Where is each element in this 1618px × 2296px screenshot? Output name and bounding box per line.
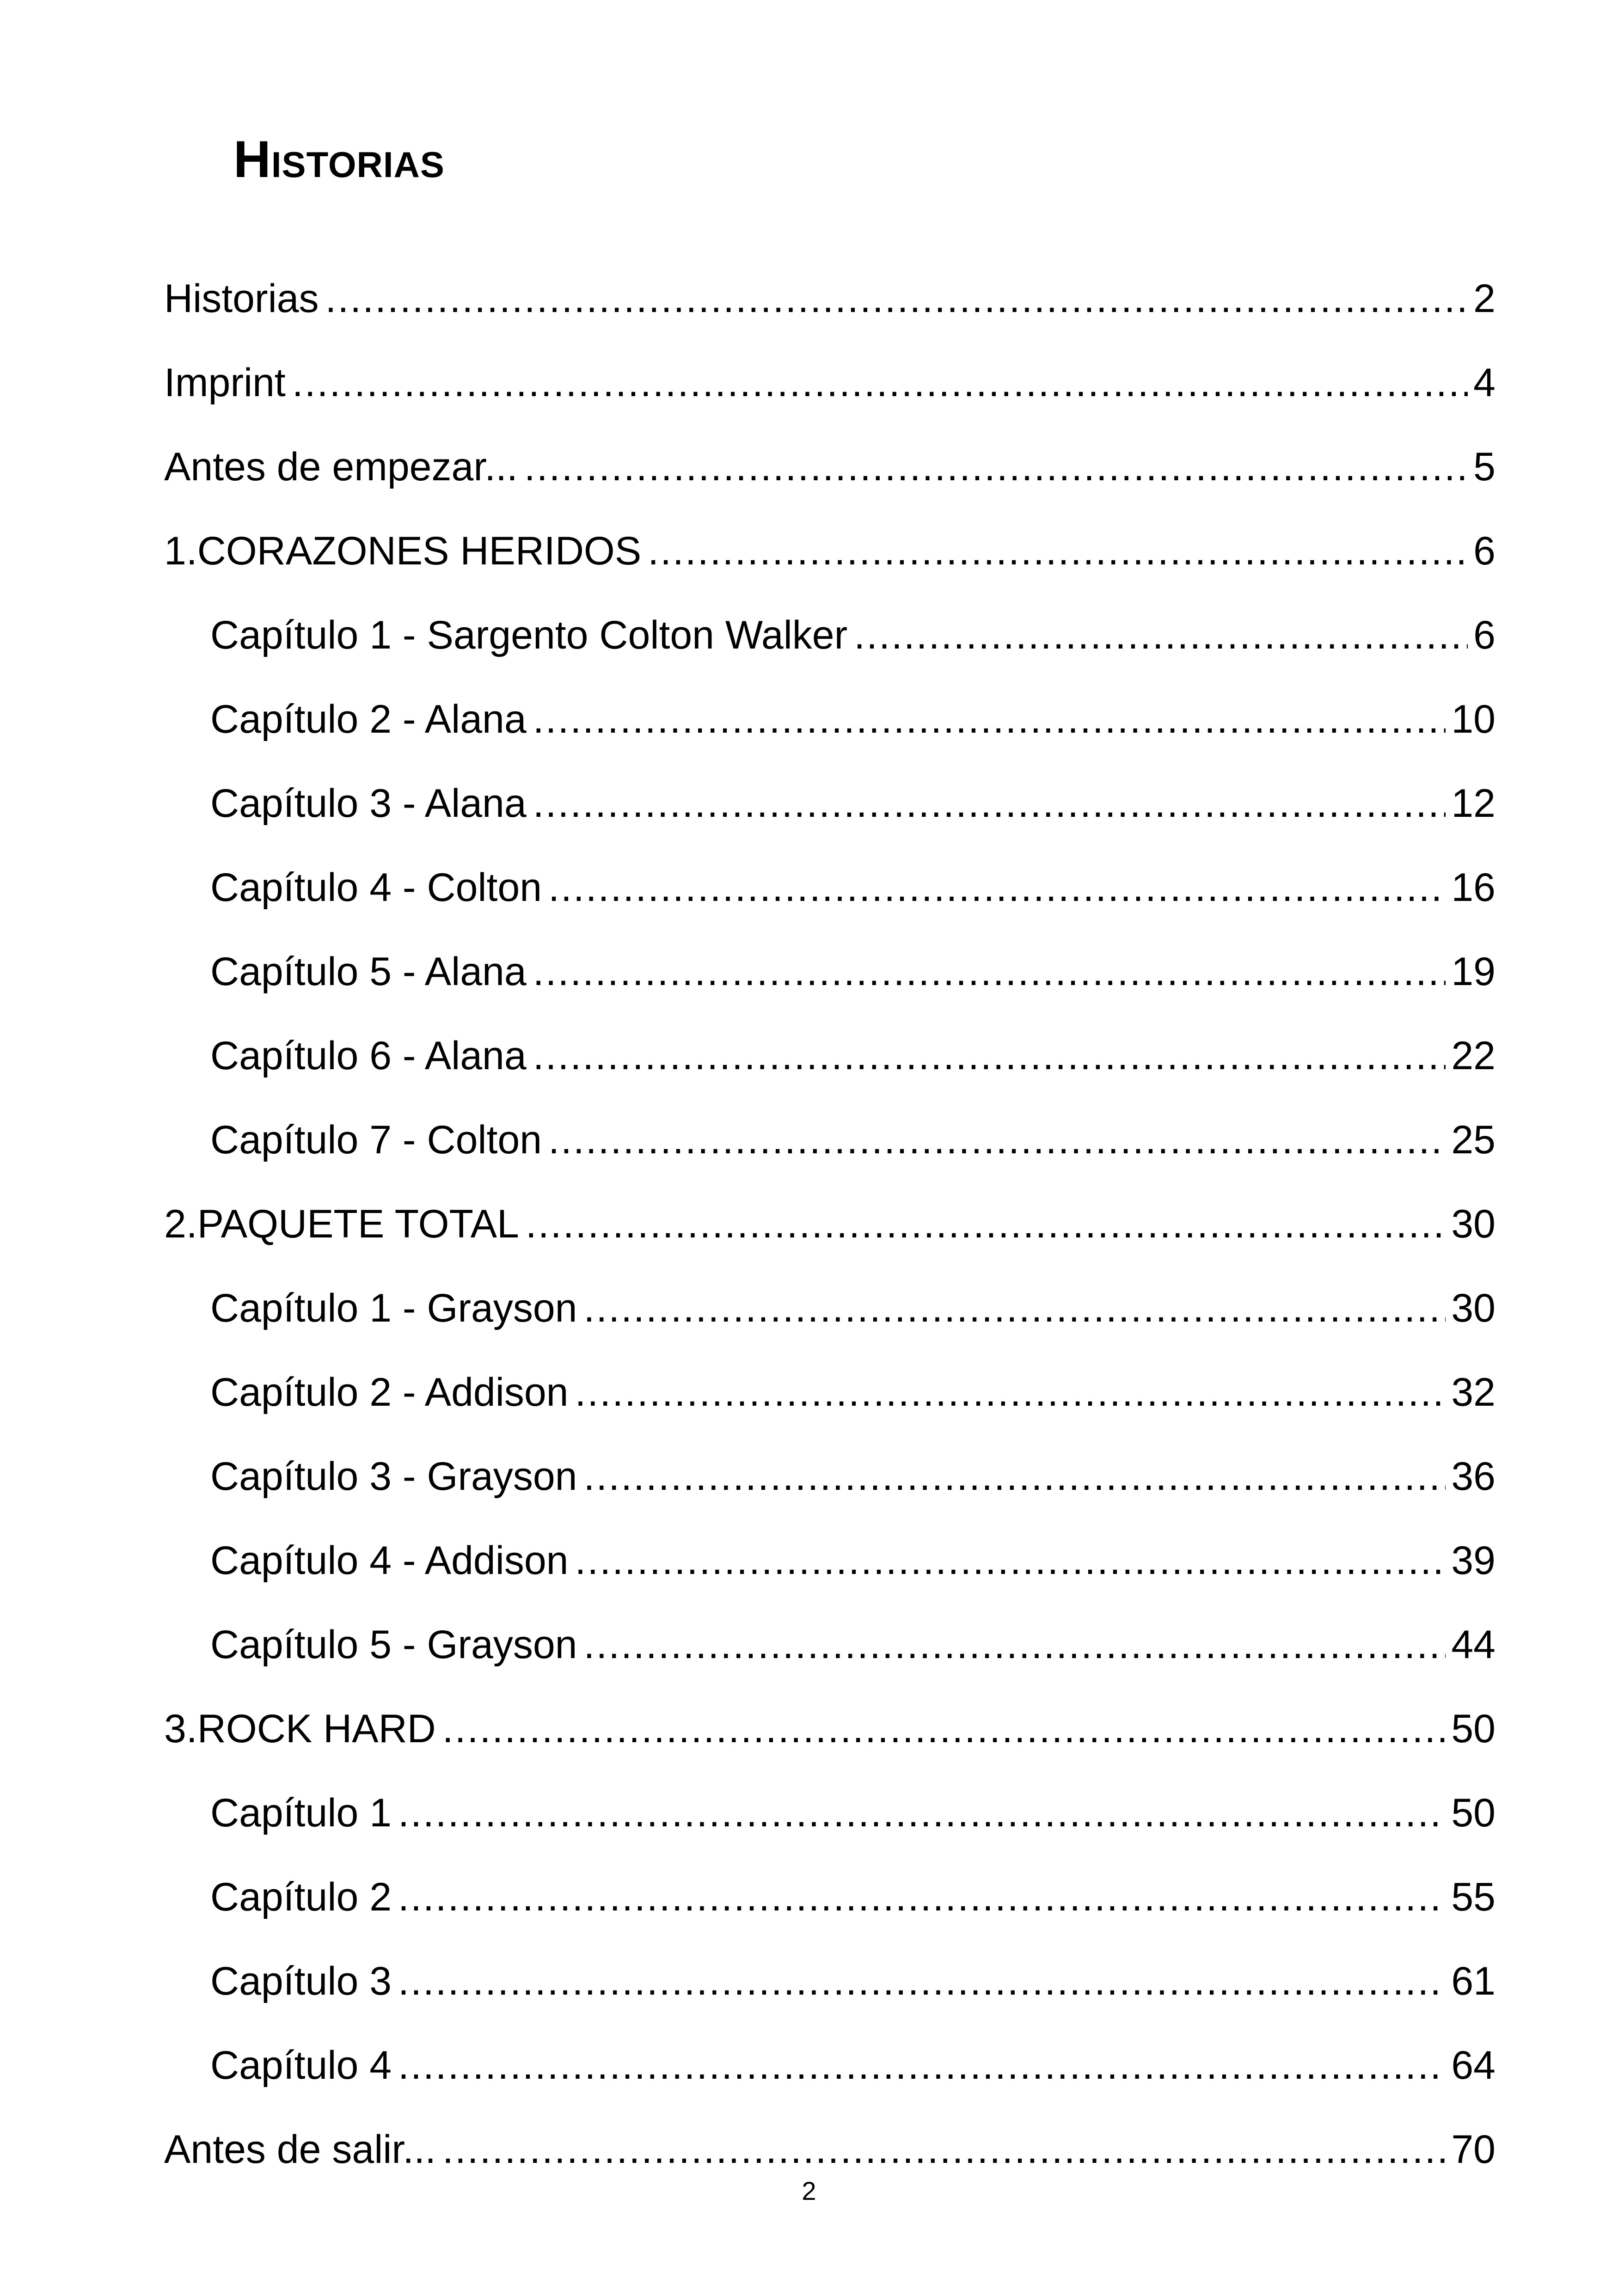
toc-entry-page: 4 bbox=[1473, 361, 1495, 405]
toc-entry bbox=[164, 1350, 1495, 1434]
toc-leader-dots bbox=[548, 845, 1446, 930]
toc-entry bbox=[164, 1855, 1495, 1939]
toc-entry-page: 50 bbox=[1451, 1791, 1495, 1835]
toc-leader-dots bbox=[854, 593, 1468, 677]
toc-entry-page: 50 bbox=[1451, 1707, 1495, 1751]
toc-entry-page: 61 bbox=[1451, 1959, 1495, 2003]
toc-entry-page: 19 bbox=[1451, 949, 1495, 994]
toc-entry-title: ROCK HARD bbox=[197, 1707, 436, 1751]
toc-entry-page: 10 bbox=[1451, 697, 1495, 741]
toc-leader-dots bbox=[398, 1771, 1446, 1855]
toc-entry bbox=[164, 341, 1495, 425]
toc-leader-dots bbox=[575, 1350, 1446, 1434]
toc-entry bbox=[164, 930, 1495, 1014]
toc-entry bbox=[164, 593, 1495, 677]
toc-entry-title: Capítulo 3 - Alana bbox=[210, 781, 527, 826]
toc-entry-title: Capítulo 1 - Grayson bbox=[210, 1286, 577, 1330]
toc-entry bbox=[164, 425, 1495, 509]
toc-entry-title: Antes de empezar... bbox=[164, 445, 518, 489]
toc-entry bbox=[164, 761, 1495, 845]
toc-leader-dots bbox=[583, 1266, 1446, 1350]
toc-entry-page: 39 bbox=[1451, 1538, 1495, 1583]
page-title: Historias bbox=[233, 130, 445, 188]
toc-entry-page: 16 bbox=[1451, 865, 1495, 910]
table-of-contents bbox=[164, 257, 1495, 2192]
toc-leader-dots bbox=[533, 761, 1446, 845]
toc-entry-title: Capítulo 4 - Colton bbox=[210, 865, 542, 910]
toc-entry bbox=[164, 677, 1495, 761]
toc-leader-dots bbox=[575, 1518, 1446, 1603]
toc-entry bbox=[164, 845, 1495, 930]
toc-entry-page: 25 bbox=[1451, 1118, 1495, 1162]
toc-entry-title: Capítulo 4 bbox=[210, 2043, 392, 2088]
toc-leader-dots bbox=[583, 1603, 1446, 1687]
toc-leader-dots bbox=[583, 1434, 1446, 1518]
toc-entry-page: 30 bbox=[1451, 1202, 1495, 1246]
toc-entry-page: 70 bbox=[1451, 2127, 1495, 2172]
toc-entry bbox=[164, 1518, 1495, 1603]
toc-entry bbox=[164, 1603, 1495, 1687]
toc-entry-title: Capítulo 6 - Alana bbox=[210, 1034, 527, 1078]
toc-leader-dots bbox=[442, 1687, 1446, 1771]
toc-entry-page: 22 bbox=[1451, 1034, 1495, 1078]
toc-entry bbox=[164, 257, 1495, 341]
toc-entry-page: 5 bbox=[1473, 445, 1495, 489]
toc-entry-page: 44 bbox=[1451, 1623, 1495, 1667]
toc-entry-title: CORAZONES HERIDOS bbox=[197, 529, 642, 573]
toc-entry-page: 55 bbox=[1451, 1875, 1495, 1919]
toc-entry bbox=[164, 1771, 1495, 1855]
toc-leader-dots bbox=[533, 677, 1446, 761]
toc-entry-title: Capítulo 7 - Colton bbox=[210, 1118, 542, 1162]
toc-entry-page: 12 bbox=[1451, 781, 1495, 826]
toc-entry bbox=[164, 2023, 1495, 2107]
toc-entry-title: Capítulo 3 bbox=[210, 1959, 392, 2003]
toc-entry-page: 64 bbox=[1451, 2043, 1495, 2088]
toc-entry-page: 30 bbox=[1451, 1286, 1495, 1330]
toc-entry-page: 6 bbox=[1473, 613, 1495, 657]
toc-entry bbox=[164, 1182, 1495, 1266]
toc-entry-page: 32 bbox=[1451, 1370, 1495, 1414]
toc-entry bbox=[164, 1266, 1495, 1350]
toc-entry-title: Historias bbox=[164, 276, 319, 321]
toc-entry-number: 1. bbox=[164, 529, 197, 573]
toc-leader-dots bbox=[526, 1182, 1446, 1266]
toc-entry-page: 2 bbox=[1473, 276, 1495, 321]
toc-entry-title: Capítulo 5 - Grayson bbox=[210, 1623, 577, 1667]
toc-entry-title: Capítulo 4 - Addison bbox=[210, 1538, 569, 1583]
toc-entry-title: Capítulo 2 - Addison bbox=[210, 1370, 569, 1414]
toc-entry bbox=[164, 1939, 1495, 2023]
toc-leader-dots bbox=[524, 425, 1468, 509]
page-number: 2 bbox=[802, 2176, 816, 2205]
toc-entry-title: Capítulo 3 - Grayson bbox=[210, 1454, 577, 1499]
toc-leader-dots bbox=[398, 1939, 1446, 2023]
toc-entry bbox=[164, 1434, 1495, 1518]
toc-leader-dots bbox=[533, 1014, 1446, 1098]
toc-entry bbox=[164, 1687, 1495, 1771]
toc-entry-number: 2. bbox=[164, 1202, 197, 1246]
toc-entry-page: 36 bbox=[1451, 1454, 1495, 1499]
toc-leader-dots bbox=[398, 1855, 1446, 1939]
toc-entry bbox=[164, 1014, 1495, 1098]
toc-leader-dots bbox=[648, 509, 1468, 593]
toc-entry bbox=[164, 509, 1495, 593]
toc-leader-dots bbox=[325, 257, 1468, 341]
toc-entry-title: Capítulo 2 bbox=[210, 1875, 392, 1919]
toc-leader-dots bbox=[292, 341, 1468, 425]
toc-leader-dots bbox=[548, 1098, 1446, 1182]
toc-entry-title: Capítulo 2 - Alana bbox=[210, 697, 527, 741]
toc-entry-title: Antes de salir... bbox=[164, 2127, 436, 2172]
toc-entry-number: 3. bbox=[164, 1707, 197, 1751]
toc-entry-title: Capítulo 1 - Sargento Colton Walker bbox=[210, 613, 848, 657]
toc-entry-title: Imprint bbox=[164, 361, 286, 405]
toc-leader-dots bbox=[398, 2023, 1446, 2107]
toc-entry-title: Capítulo 5 - Alana bbox=[210, 949, 527, 994]
toc-entry-title: PAQUETE TOTAL bbox=[197, 1202, 519, 1246]
toc-entry bbox=[164, 1098, 1495, 1182]
toc-entry-page: 6 bbox=[1473, 529, 1495, 573]
toc-leader-dots bbox=[533, 930, 1446, 1014]
toc-entry-title: Capítulo 1 bbox=[210, 1791, 392, 1835]
